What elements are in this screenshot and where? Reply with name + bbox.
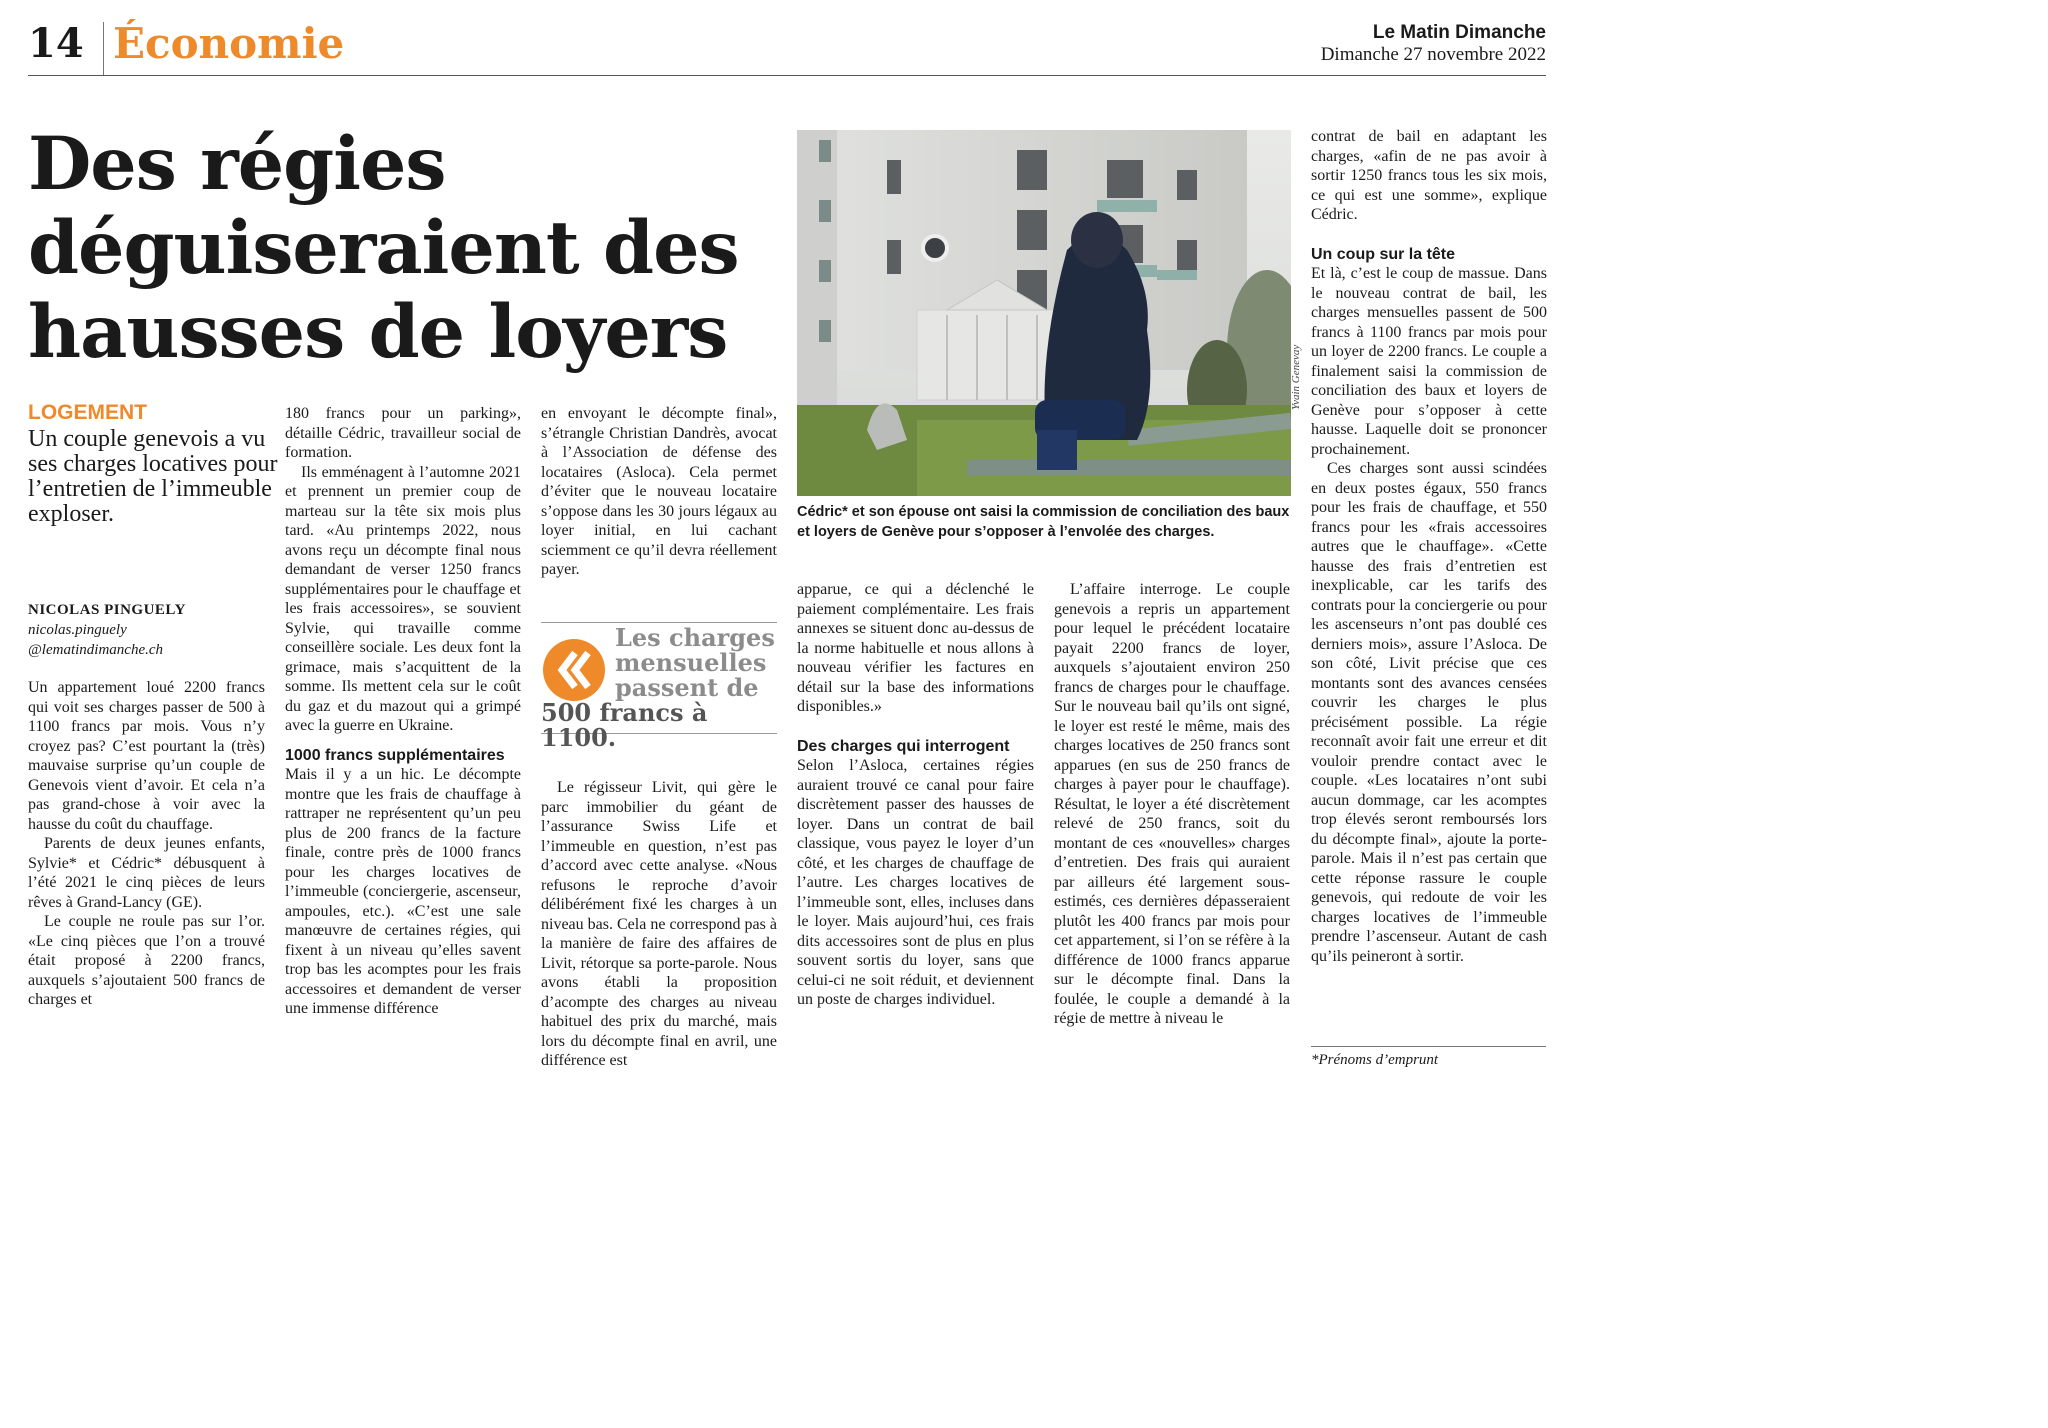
lead: Un couple genevois a vu ses charges locatives pour l’entretien de l’immeuble exploser. xyxy=(28,426,278,527)
footnote-rule xyxy=(1311,1046,1546,1047)
column-6 xyxy=(1311,127,1547,966)
article-photo xyxy=(797,130,1291,496)
pull-quote-line: mensuelles xyxy=(615,648,767,677)
column-3a xyxy=(541,404,777,580)
photo-credit: Yvain Genevay xyxy=(1290,344,1302,410)
column-2 xyxy=(285,404,521,1019)
publication-name: Le Matin Dimanche xyxy=(1372,22,1546,43)
byline xyxy=(28,600,278,660)
subheading: Un coup sur la tête xyxy=(1311,245,1456,263)
column-3b xyxy=(541,778,777,1071)
paragraph: Selon l’Asloca, certaines régies auraient trouvé ce canal pour faire discrètement passer des hausses de loyer. Dans un contrat de bail classique, vous payez le loyer d’un côté, et les charges de chauffage de l’autre. Les charges locatives de l’immeuble sont, elles, incluses dans le loyer. Mais aujourd’hui, ces frais dits accessoires sont de plus en plus souvent sortis du loyer, sans que celui-ci ne soit réduit, et deviennent un poste de charges individuel. xyxy=(797,757,1034,1008)
pull-quote-text xyxy=(541,623,777,752)
page-number: 14 xyxy=(28,20,84,67)
paragraph: Ces charges sont aussi scindées en deux postes égaux, 550 francs pour les frais de chauffage, et 550 francs pour les «frais accessoires autres que le chauffage». «Cette hausse des frais d’entretien est inexplicable, car les tarifs des contrats pour la conciergerie ou pour les ascenseurs n’ont pas doublé ces derniers mois», assure l’Asloca. De son côté, Livit précise que ces montants sont des avances censées couvrir les charges le plus précisément possible. La régie reconnaît avoir fait une erreur et dit vouloir prendre contact avec le couple. «Les locataires n’ont subi aucun dommage, car les acomptes trop élevés seront remboursés lors du décompte final», ajoute la porte-parole. Mais il n’est pas certain que cette réponse rassure le couple genevois, qui redoute de voir les charges locatives de l’immeuble prendre l’ascenseur. Autant de cash qu’ils peineront à sortir. xyxy=(1311,460,1547,965)
paragraph: Ils emménagent à l’automne 2021 et prennent un premier coup de marteau sur la tête six mois plus tard. «Au printemps 2022, nous avons reçu un décompte final nous demandant de verser 1250 francs supplémentaires pour le chauffage et les frais accessoires», se souvient Sylvie, qui travaille comme conseillère sociale. Les deux font la grimace, mais s’acquittent de la somme. Ils mettent cela sur le coût du gaz et du mazout qui a grimpé avec la guerre en Ukraine. xyxy=(285,463,521,734)
paragraph: L’affaire interroge. Le couple genevois a repris un appartement pour lequel le précédent locataire payait 2200 francs de loyer, auxquels s’ajoutaient environ 250 francs de charges pour le chauffage. Sur le nouveau bail qu’ils ont signé, le loyer est resté le même, mais des charges locatives de 250 francs sont apparues (en sus de 250 francs de charges à payer pour le chauffage). Résultat, le loyer a été discrètement relevé de 250 francs, soit du montant de ces «nouvelles» charges d’entretien. Des frais qui auraient par ailleurs été largement sous-estimés, ces dernières dépasseraient plutôt les 400 francs par mois pour cet appartement, si l’on se réfère à la différence de 1000 francs apparue sur le décompte final. Dans la foulée, le couple a demandé à la régie de mettre à niveau le xyxy=(1054,581,1290,1027)
paragraph: Le régisseur Livit, qui gère le parc immobilier du géant de l’assurance Swiss Life et l’immeuble en question, n’est pas d’accord avec cette analyse. «Nous refusons le reproche d’avoir délibérément fixé les charges à un niveau bas. Cela ne correspond pas à la manière de faire des affaires de Livit, rétorque sa porte-parole. Nous avons établi la proposition d’acompte des charges au niveau habituel des prix du marché, mais lors du décompte final en avril, une différence est xyxy=(541,779,777,1069)
paragraph: Parents de deux jeunes enfants, Sylvie* et Cédric* débusquent à l’été 2021 le cinq pièces de leurs rêves à Grand-Lancy (GE). xyxy=(28,835,265,911)
photo-caption: Cédric* et son épouse ont saisi la commission de conciliation des baux et loyers de Genève pour s’opposer à l’envolée des charges. xyxy=(797,504,1290,540)
subheading: 1000 francs supplémentaires xyxy=(285,746,505,764)
paragraph: apparue, ce qui a déclenché le paiement complémentaire. Les frais annexes se situent donc au-dessus de la norme habituelle et nous allons à nouveau vérifier les factures en détail sur la base des informations disponibles.» xyxy=(797,581,1034,715)
header-divider xyxy=(103,22,104,76)
pull-quote-line: 500 francs à 1100. xyxy=(541,698,708,752)
paragraph: Et là, c’est le coup de massue. Dans le nouveau contrat de bail, les charges mensuelles passent de 500 francs à 1100 francs par mois pour un loyer de 2200 francs. Le couple a finalement saisi la commission de conciliation des baux et loyers de Genève pour s’opposer à cette hausse. Laquelle doit se prononcer prochainement. xyxy=(1311,265,1547,458)
headline: Des régies déguiseraient des hausses de loyers xyxy=(28,121,739,375)
pull-quote xyxy=(541,622,777,752)
paragraph: 180 francs pour un parking», détaille Cédric, travailleur social de formation. xyxy=(285,405,521,461)
pull-quote-line: passent de xyxy=(615,673,759,702)
publication-date: Dimanche 27 novembre 2022 xyxy=(1320,44,1546,65)
kicker: LOGEMENT xyxy=(28,401,147,424)
author-email-domain: @lematindimanche.ch xyxy=(28,642,164,658)
column-5 xyxy=(1054,580,1290,1029)
paragraph: en envoyant le décompte final», s’étrangle Christian Dandrès, avocat à l’Association de défense des locataires (Asloca). Cela permet d’éviter que le nouveau locataire s’oppose dans les 30 jours légaux au loyer initial, en lui cachant sciemment ce qu’il devra réellement payer. xyxy=(541,405,777,578)
paragraph: Le couple ne roule pas sur l’or. «Le cinq pièces que l’on a trouvé était proposé à 2200 francs, auxquels s’ajoutaient 500 francs de charges et xyxy=(28,913,265,1008)
section-title: Économie xyxy=(113,19,345,68)
paragraph: Mais il y a un hic. Le décompte montre que les frais de chauffage à rattraper ne représentent qu’un peu plus de 200 francs de la facture finale, contre près de 1000 francs pour les charges locatives de l’immeuble (conciergerie, ascenseur, ampoules, etc.). «C’est une sale manœuvre de certaines régies, qui fixent à un niveau qu’elles savent trop bas les acomptes pour les frais accessoires et demandent de verser une immense différence xyxy=(285,766,521,1017)
author-email: nicolas.pinguely xyxy=(28,622,127,638)
publication-info xyxy=(1321,22,1546,66)
paragraph: Un appartement loué 2200 francs qui voit ses charges passer de 500 à 1100 francs par mois. Vous n’y croyez pas? C’est pourtant la (très) mauvaise surprise qu’un couple de Genevois vient d’avoir. Et cela n’a pas grand-chose à voir avec la hausse du coût du chauffage. xyxy=(28,679,265,833)
paragraph: contrat de bail en adaptant les charges, «afin de ne pas avoir à sortir 1250 francs tous les six mois, ce qui est une somme», explique Cédric. xyxy=(1311,128,1547,223)
column-4 xyxy=(797,580,1034,1010)
footnote: *Prénoms d’emprunt xyxy=(1311,1052,1439,1068)
column-1 xyxy=(28,678,265,1010)
header-rule xyxy=(28,75,1546,76)
author: NICOLAS PINGUELY xyxy=(28,602,186,618)
subheading: Des charges qui interrogent xyxy=(797,737,1010,755)
pull-quote-line: Les charges xyxy=(615,623,775,652)
